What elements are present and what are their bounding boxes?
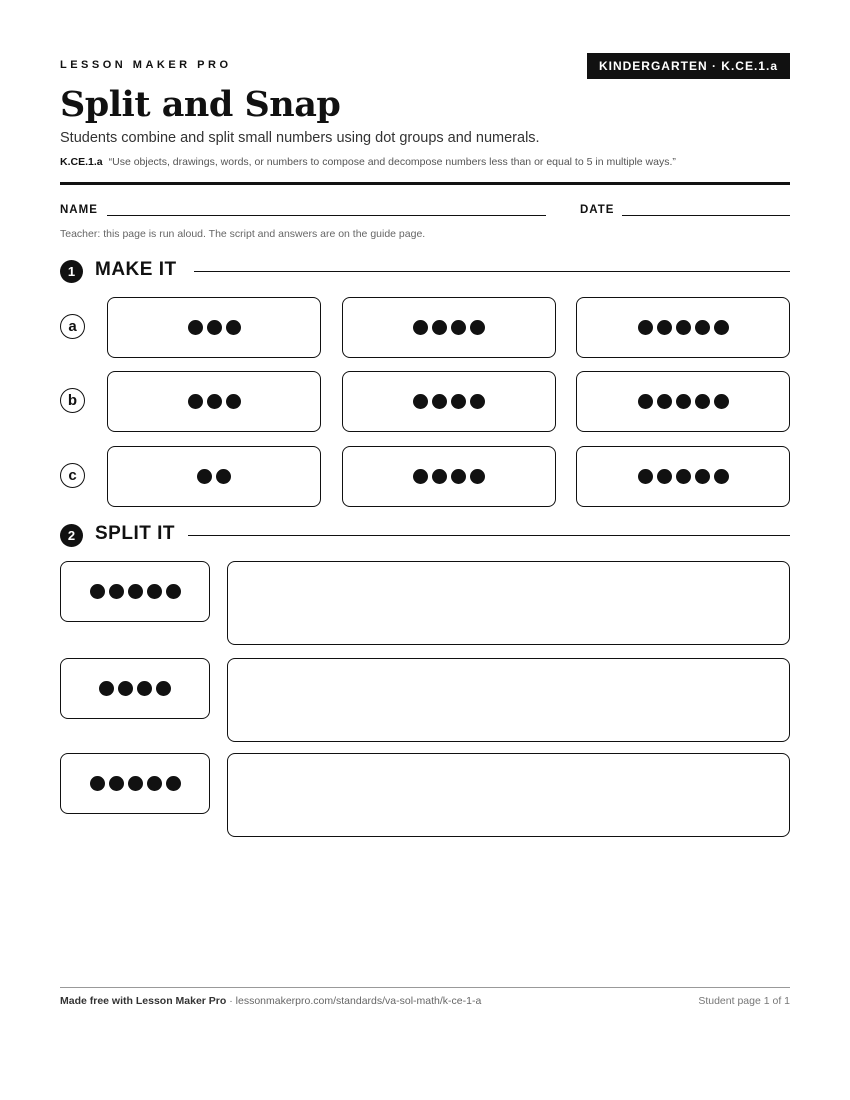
dot <box>714 320 729 335</box>
dot <box>226 320 241 335</box>
dot-card <box>60 658 210 719</box>
row-label-c: c <box>60 463 85 488</box>
dot <box>166 584 181 599</box>
section-rule <box>194 271 790 272</box>
teacher-note: Teacher: this page is run aloud. The script and answers are on the guide page. <box>60 228 426 240</box>
dot <box>188 320 203 335</box>
answer-box[interactable] <box>227 658 790 742</box>
dot <box>676 469 691 484</box>
dot-card[interactable] <box>576 297 790 358</box>
footer-divider <box>60 987 790 988</box>
dot-card[interactable] <box>107 446 321 507</box>
dot-card[interactable] <box>576 371 790 432</box>
dot <box>470 469 485 484</box>
dot <box>166 776 181 791</box>
date-field[interactable] <box>622 215 790 216</box>
dot <box>413 320 428 335</box>
dot <box>676 320 691 335</box>
dot <box>657 469 672 484</box>
dot <box>156 681 171 696</box>
standard-description <box>60 156 676 168</box>
dot <box>695 394 710 409</box>
dot <box>714 394 729 409</box>
dot <box>128 584 143 599</box>
dot <box>432 320 447 335</box>
dot <box>128 776 143 791</box>
dot <box>207 394 222 409</box>
dot <box>638 320 653 335</box>
dot <box>676 394 691 409</box>
dot <box>657 320 672 335</box>
dot <box>109 776 124 791</box>
dot <box>197 469 212 484</box>
dot <box>90 776 105 791</box>
worksheet-page <box>60 0 790 1100</box>
dot <box>216 469 231 484</box>
dot <box>413 469 428 484</box>
dot-card <box>60 753 210 814</box>
row-label-a: a <box>60 314 85 339</box>
row-label-b: b <box>60 388 85 413</box>
answer-box[interactable] <box>227 561 790 645</box>
dot <box>451 320 466 335</box>
section-split-it-header <box>60 523 790 547</box>
dot <box>99 681 114 696</box>
name-field[interactable] <box>107 215 546 216</box>
dot <box>413 394 428 409</box>
page-title: Split and Snap <box>60 84 341 125</box>
dot <box>638 469 653 484</box>
footer-url[interactable]: · lessonmakerpro.com/standards/va-sol-math/k-ce-1-a <box>226 995 482 1007</box>
dot-card <box>60 561 210 622</box>
dot <box>470 394 485 409</box>
section-make-it-header <box>60 259 790 283</box>
dot <box>432 394 447 409</box>
dot <box>714 469 729 484</box>
name-label: NAME <box>60 204 98 216</box>
dot <box>118 681 133 696</box>
date-label: DATE <box>580 204 615 216</box>
section-number-badge: 2 <box>60 524 83 547</box>
footer-credit <box>60 995 481 1007</box>
dot <box>695 469 710 484</box>
dot <box>226 394 241 409</box>
footer-page-number: Student page 1 of 1 <box>698 995 790 1007</box>
dot <box>451 394 466 409</box>
section-title: MAKE IT <box>95 259 177 280</box>
section-title: SPLIT IT <box>95 523 175 544</box>
answer-box[interactable] <box>227 753 790 837</box>
dot <box>470 320 485 335</box>
dot <box>90 584 105 599</box>
dot-card[interactable] <box>342 446 556 507</box>
dot <box>451 469 466 484</box>
dot <box>695 320 710 335</box>
grade-standard-badge: KINDERGARTEN · K.CE.1.a <box>587 53 790 79</box>
standard-code: K.CE.1.a <box>60 156 103 168</box>
dot <box>638 394 653 409</box>
dot-card[interactable] <box>107 371 321 432</box>
footer-made-with: Made free with Lesson Maker Pro <box>60 995 227 1007</box>
dot <box>137 681 152 696</box>
dot-card[interactable] <box>342 297 556 358</box>
dot-card[interactable] <box>342 371 556 432</box>
header-divider <box>60 182 790 185</box>
dot <box>147 776 162 791</box>
section-number-badge: 1 <box>60 260 83 283</box>
dot <box>207 320 222 335</box>
dot <box>147 584 162 599</box>
dot-card[interactable] <box>576 446 790 507</box>
standard-text: “Use objects, drawings, words, or numbers to compose and decompose numbers less than or equal to 5 in multiple ways.” <box>108 156 676 168</box>
dot <box>188 394 203 409</box>
dot <box>109 584 124 599</box>
page-subtitle: Students combine and split small numbers using dot groups and numerals. <box>60 130 540 146</box>
brand-name: LESSON MAKER PRO <box>60 59 232 71</box>
dot <box>657 394 672 409</box>
dot <box>432 469 447 484</box>
section-rule <box>188 535 790 536</box>
dot-card[interactable] <box>107 297 321 358</box>
